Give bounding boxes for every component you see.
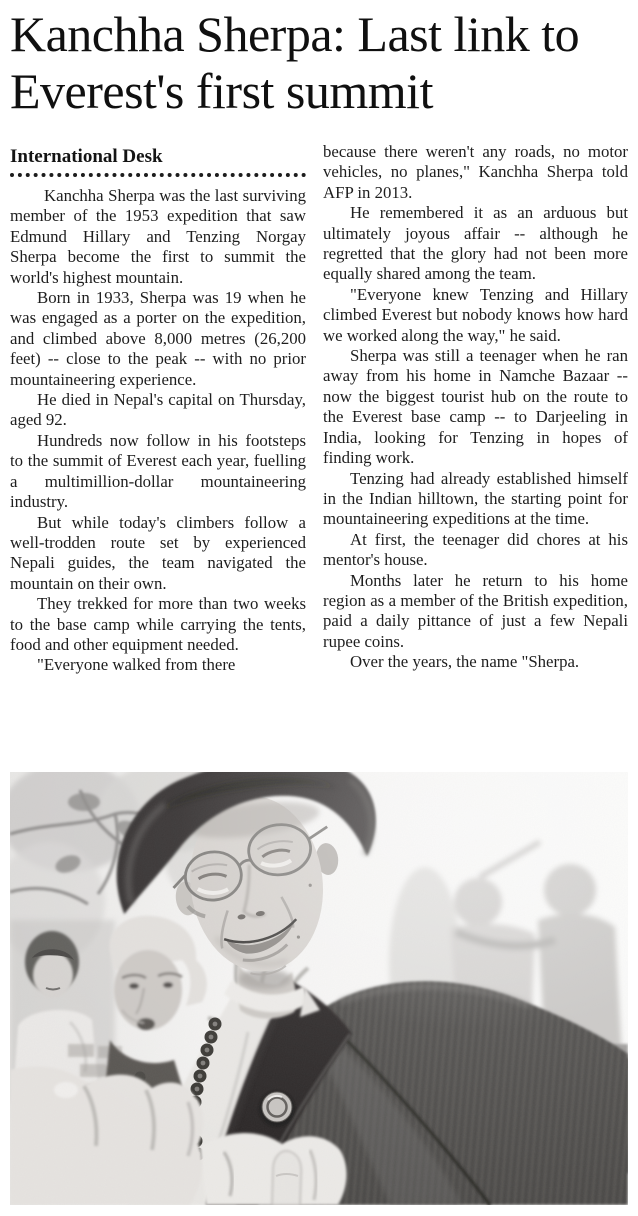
paragraph: They trekked for more than two weeks to the base camp while carrying the tents, food and other equipment needed. (10, 594, 306, 654)
paragraph: "Everyone knew Tenzing and Hillary climbed Everest but nobody knows how hard we worked along the way," he said. (323, 284, 628, 345)
article-photo (10, 772, 628, 1205)
column-right (323, 142, 628, 673)
headline: Kanchha Sherpa: Last link to Everest's first summit (10, 6, 580, 119)
column-left (10, 186, 306, 676)
paragraph: Born in 1933, Sherpa was 19 when he was engaged as a porter on the expedition, and climbed above 8,000 metres (26,200 feet) -- close to the peak -- with no prior mountaineering experience. (10, 288, 306, 389)
paragraph: Months later he return to his home region as a member of the British expedition, paid a daily pittance of just a few Nepali rupee coins. (323, 570, 628, 651)
paragraph: He remembered it as an arduous but ultimately joyous affair -- although he regretted that the glory had not been more equally shared among the team. (323, 203, 628, 284)
paragraph: because there weren't any roads, no motor vehicles, no planes," Kanchha Sherpa told AFP in 2013. (323, 142, 628, 202)
paragraph: Sherpa was still a teenager when he ran away from his home in Namche Bazaar -- now the biggest tourist hub on the route to the Everest base camp -- to Darjeeling in India, looking for Tenzing in hopes of finding work. (323, 346, 628, 468)
paragraph: Kanchha Sherpa was the last surviving member of the 1953 expedition that saw Edmund Hillary and Tenzing Norgay Sherpa become the first to summit the world's highest mountain. (10, 186, 306, 287)
paragraph: Hundreds now follow in his footsteps to the summit of Everest each year, fuelling a multimillion-dollar mountaineering industry. (10, 430, 306, 512)
paragraph: Over the years, the name "Sherpa. (350, 652, 580, 672)
photo-illustration (10, 772, 628, 1205)
paragraph: At first, the teenager did chores at his mentor's house. (323, 529, 628, 570)
paragraph: Tenzing had already established himself in the Indian hilltown, the starting point for mountaineering expeditions at the time. (323, 468, 628, 529)
paragraph: But while today's climbers follow a well-trodden route set by experienced Nepali guides, the team navigated the mountain on their own. (10, 512, 306, 593)
section-kicker (10, 146, 306, 177)
paragraph: "Everyone walked from there (37, 655, 236, 675)
section-kicker-label: International Desk (10, 146, 163, 167)
paragraph: He died in Nepal's capital on Thursday, aged 92. (10, 390, 306, 430)
